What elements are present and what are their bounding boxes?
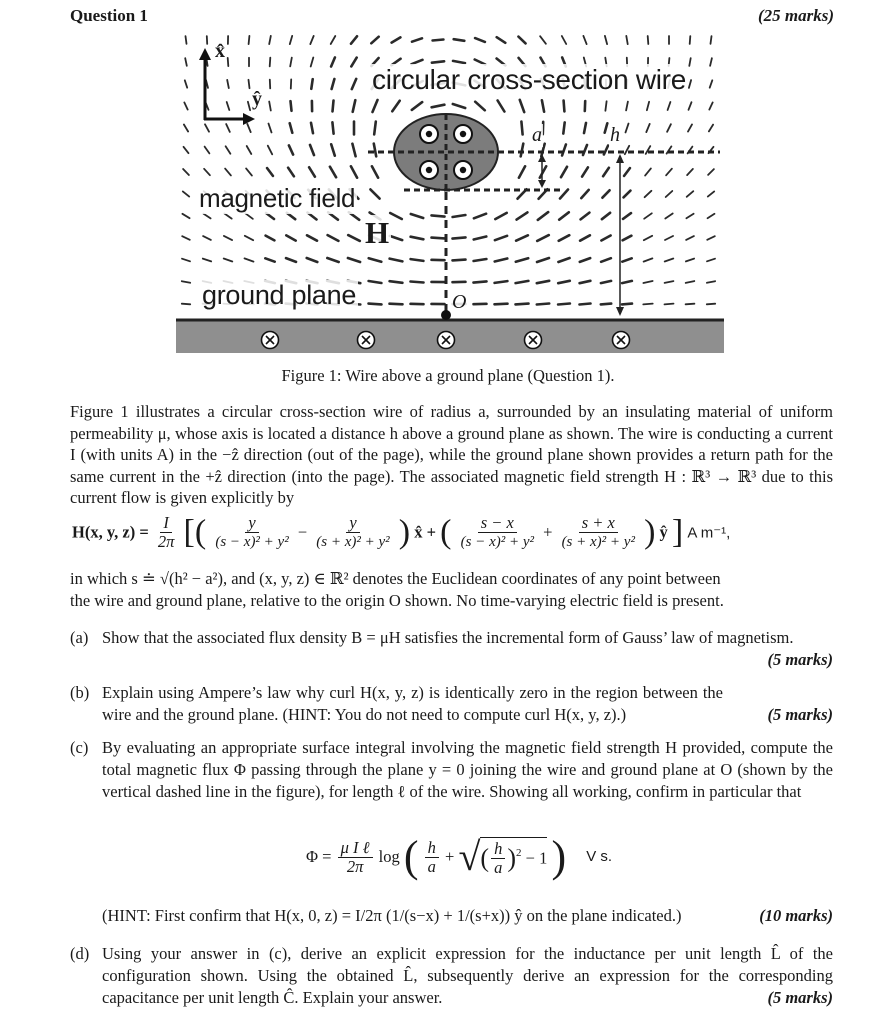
part-a-marks: (5 marks) [767, 650, 833, 669]
field-arrow [374, 122, 376, 135]
field-arrow [352, 79, 356, 89]
field-arrow [228, 58, 229, 66]
field-arrow [310, 36, 313, 44]
field-arrow [348, 258, 360, 262]
field-arrow [411, 282, 424, 283]
field-arrow [247, 146, 252, 154]
field-arrow [248, 102, 250, 110]
field-arrow [561, 167, 567, 177]
field-arrow [516, 235, 528, 240]
field-arrow [249, 80, 250, 88]
field-arrow [390, 213, 402, 219]
field-arrow [203, 214, 210, 219]
axis-x-arrow [199, 48, 211, 60]
after-equation-line-2: the wire and ground plane, relative to the origin O shown. No time-varying electric field is present. [70, 591, 724, 610]
field-arrow [689, 58, 690, 66]
field-arrow [270, 58, 271, 67]
field-arrow [688, 124, 692, 131]
part-c-hint: (HINT: First confirm that H(x, 0, z) = I/2π (1/(s−x) + 1/(s+x)) ŷ on the plane indicated.) [102, 906, 682, 925]
field-arrow [538, 212, 548, 220]
h-arrow-bottom [616, 307, 624, 316]
field-arrow [269, 102, 271, 111]
field-arrow [370, 189, 379, 198]
field-arrow [558, 258, 569, 262]
field-arrow [623, 213, 631, 219]
field-arrow [265, 258, 274, 261]
field-arrow [475, 38, 485, 42]
field-arrow [518, 37, 525, 44]
field-arrow [226, 124, 230, 132]
field-arrow [183, 169, 189, 175]
field-arrow [184, 102, 187, 109]
field-arrow [411, 214, 423, 218]
field-arrow [622, 258, 631, 261]
field-arrow [686, 259, 694, 262]
field-arrow [668, 102, 671, 110]
field-arrow [331, 36, 336, 44]
field-arrow [290, 36, 292, 44]
part-b-text: Explain using Ampere’s law why curl H(x, y, z) is identically zero in the region between the wire and the ground plane. (HINT: You do not need to compute curl H(x, y, z).) [102, 683, 723, 724]
field-arrow [267, 168, 273, 176]
field-arrow [495, 259, 508, 262]
field-arrow [290, 123, 293, 133]
field-arrow [390, 259, 403, 262]
field-arrow [602, 190, 609, 197]
field-arrow [495, 281, 508, 283]
field-arrow [605, 101, 606, 110]
field-arrow [369, 258, 382, 262]
field-arrow [709, 125, 713, 132]
magnetic-field-label: magnetic field [199, 183, 356, 213]
field-arrow [690, 36, 691, 44]
field-arrow [644, 236, 652, 240]
field-arrow [328, 235, 339, 241]
field-arrow [185, 58, 187, 66]
field-arrow [392, 37, 401, 42]
field-arrow [327, 258, 338, 262]
field-arrow [626, 36, 627, 44]
field-arrow [369, 304, 382, 305]
field-arrow [332, 79, 335, 89]
part-c-label: (c) [70, 738, 89, 757]
field-arrow [203, 259, 211, 262]
field-arrow [626, 124, 629, 133]
field-arrow [246, 168, 252, 175]
field-arrow [353, 100, 356, 112]
field-equation: H(x, y, z) = $\frac{I}{2\pi}$ [( $\frac{y}{\text{(s − x)² + y²}}$ − $\frac{y}{\text{(s + x)² + y²}}$ ) x̂ + ( $\frac{s - x}{\text{(s − x)² + y²}}$ + $\frac{s + x}{\text{(s + x)² + y²}}$ ) ŷ ] A m⁻¹, [72, 513, 731, 551]
field-arrow [474, 281, 487, 282]
field-arrow [707, 281, 715, 283]
eq-term2: $\frac{y}{\text{(s + x)² + y²}}$ [316, 513, 390, 550]
field-arrow [622, 304, 632, 305]
eq-term4: $\frac{s + x}{\text{(s + x)² + y²}}$ [561, 513, 635, 550]
radius-a-label: a [532, 124, 542, 146]
field-arrow [646, 124, 649, 132]
part-a-text: Show that the associated flux density B = μH satisfies the incremental form of Gauss’ law of magnetism. [102, 628, 794, 647]
field-arrow [521, 122, 522, 135]
out-of-page-dot [460, 131, 466, 137]
question-total-marks: (25 marks) [757, 6, 834, 25]
field-arrow [562, 145, 566, 156]
field-arrow [708, 214, 715, 218]
field-arrow [623, 236, 632, 241]
out-of-page-dot [426, 167, 432, 173]
field-arrow [224, 213, 231, 218]
part-d [70, 943, 833, 1013]
field-arrow [369, 281, 382, 283]
part-d-marks: (5 marks) [767, 988, 833, 1007]
figure [0, 0, 896, 370]
field-arrow [495, 236, 507, 240]
field-arrow [519, 166, 525, 177]
part-c-text: By evaluating an appropriate surface integral involving the magnetic field strength H provided, compute the total magnetic flux Φ passing through the plane y = 0 joining the wire and ground plane at O (shown by the vertical dashed line in the figure), for length ℓ of the wire. Showing all working, confirm in particular that [102, 738, 833, 801]
field-arrow [311, 123, 313, 133]
field-arrow [537, 281, 549, 283]
field-arrow [605, 123, 608, 132]
field-arrow [516, 258, 528, 262]
field-arrow [453, 104, 465, 108]
intro-paragraph: Figure 1 illustrates a circular cross-section wire of radius a, surrounded by an insulating material of uniform permeability μ, whose axis is located a distance h above a ground plane as shown. The wire is conducting a current I (with units A) in the −ẑ direction (out of the page), while the ground plane shown provides a return path for the same current in the +ẑ direction (into the page). The associated magnetic field strength H : ℝ³ → ℝ³ due to this current flow is given explicitly by [70, 402, 833, 507]
field-arrow [707, 304, 715, 305]
field-arrow [182, 281, 190, 283]
field-arrow [709, 102, 712, 109]
field-arrow [204, 169, 210, 175]
field-arrow [311, 79, 312, 89]
field-arrow [584, 123, 586, 133]
field-arrow [581, 213, 590, 220]
figure-caption: Figure 1: Wire above a ground plane (Question 1). [281, 366, 615, 385]
field-arrow [330, 167, 336, 178]
wire-label: circular cross-section wire [372, 64, 686, 95]
question-title: Question 1 [70, 6, 148, 25]
field-arrow [351, 36, 357, 43]
field-arrow [286, 258, 296, 262]
field-arrow [311, 58, 314, 67]
field-arrow [710, 58, 712, 66]
field-arrow [286, 235, 295, 240]
field-arrow [432, 238, 445, 239]
field-arrow [373, 100, 378, 112]
field-arrow [603, 168, 609, 176]
field-arrow [288, 168, 294, 177]
field-arrow [412, 102, 422, 110]
field-arrow [183, 191, 189, 196]
field-arrow [624, 168, 630, 176]
field-arrow [390, 236, 402, 240]
field-arrow [184, 125, 188, 132]
after-equation-line-1: in which s ≐ √(h² − a²), and (x, y, z) ∈ ℝ² denotes the Euclidean coordinates of any point between [70, 569, 721, 588]
field-arrow [708, 169, 714, 175]
field-arrow [498, 101, 505, 112]
field-arrow [687, 169, 693, 175]
axis-y-label: ŷ [252, 88, 262, 110]
eq-term3: $\frac{s - x}{\text{(s − x)² + y²}}$ [460, 513, 534, 550]
field-arrow [351, 166, 357, 177]
eq-units: A m⁻¹, [687, 524, 731, 542]
field-arrow [564, 101, 565, 112]
field-arrow [580, 304, 591, 305]
field-arrow [581, 190, 588, 198]
field-arrow [351, 58, 356, 67]
field-arrow [331, 144, 335, 155]
field-arrow [332, 122, 333, 133]
field-arrow [224, 236, 232, 240]
field-arrow [453, 61, 465, 63]
field-arrow [602, 213, 610, 219]
field-arrow [542, 100, 544, 111]
part-a [70, 627, 833, 671]
field-arrow [269, 124, 272, 133]
field-arrow [601, 258, 611, 262]
field-arrow [665, 259, 674, 262]
field-arrow [266, 236, 275, 241]
field-arrow [707, 259, 715, 262]
field-arrow [432, 215, 445, 216]
origin-label: O [452, 291, 467, 313]
field-symbol-label: H [365, 215, 390, 250]
field-arrow [647, 102, 649, 110]
field-arrow [665, 236, 673, 240]
part-c-marks: (10 marks) [759, 906, 833, 925]
field-arrow [374, 144, 376, 157]
field-arrow [245, 213, 253, 219]
field-arrow [310, 145, 314, 155]
field-arrow [643, 304, 652, 305]
field-arrow [624, 191, 631, 198]
eq-lhs: H(x, y, z) = [72, 522, 149, 542]
field-arrow [667, 124, 671, 132]
field-arrow [516, 304, 529, 305]
field-arrow [540, 36, 546, 44]
field-arrow [371, 37, 378, 44]
field-arrow [290, 58, 292, 67]
origin-dot [441, 310, 451, 320]
field-arrow [411, 259, 424, 261]
field-arrow [604, 146, 608, 155]
field-arrow [516, 281, 529, 283]
field-arrow [645, 191, 652, 197]
field-arrow [182, 236, 190, 240]
field-arrow [390, 281, 403, 283]
field-arrow [182, 304, 190, 305]
part-a-label: (a) [70, 628, 89, 647]
out-of-page-dot [460, 167, 466, 173]
field-arrow [686, 281, 695, 283]
field-arrow [475, 102, 485, 111]
part-c [70, 737, 833, 925]
field-arrow [495, 304, 508, 305]
field-arrow [309, 167, 315, 176]
field-arrow [474, 259, 487, 261]
field-arrow [247, 124, 250, 132]
part-d-text: Using your answer in (c), derive an explicit expression for the inductance per unit length L̂ of the configuration shown. Using the obtained L̂, subsequently derive an expression for the corresponding capacitance per unit length Ĉ. Explain your answer. [102, 944, 833, 1007]
part-b [70, 682, 833, 726]
field-arrow [412, 38, 422, 41]
field-arrow [184, 147, 189, 153]
field-arrow [665, 304, 674, 305]
field-arrow [291, 101, 292, 111]
field-arrow [563, 122, 564, 133]
field-arrow [537, 258, 549, 262]
ground-plane-label: ground plane [202, 280, 357, 310]
field-arrow [601, 304, 611, 305]
field-arrow [352, 144, 355, 157]
a-arrow-bottom [538, 180, 546, 188]
field-arrow [227, 80, 229, 88]
field-arrow [495, 213, 506, 219]
field-arrow [289, 145, 293, 154]
height-h-label: h [610, 124, 620, 146]
field-arrow [601, 281, 611, 283]
part-b-marks: (5 marks) [767, 705, 833, 724]
axis-y-arrow [243, 113, 255, 125]
field-arrow [665, 214, 672, 219]
field-arrow [686, 304, 695, 305]
field-arrow [392, 101, 399, 112]
field-arrow [707, 236, 715, 240]
field-arrow [666, 169, 672, 176]
field-arrow [626, 102, 628, 111]
field-arrow [689, 102, 692, 110]
field-arrow [224, 259, 233, 262]
field-arrow [601, 236, 610, 241]
field-arrow [249, 36, 250, 44]
field-arrow [203, 236, 211, 240]
field-arrow [605, 36, 607, 44]
field-arrow [686, 236, 694, 240]
field-arrow [205, 124, 209, 131]
flux-equation: Φ = $\frac{\text{μ I ℓ}}{2\pi}$ log ( $\frac{h}{a}$ + √( $\frac{h}{a}$ )$^2$ − 1 ) V s. [306, 832, 613, 881]
field-arrow [331, 58, 335, 67]
field-arrow [580, 281, 591, 283]
field-arrow [687, 191, 694, 197]
field-arrow [432, 105, 445, 108]
field-arrow [245, 258, 254, 261]
field-arrow [580, 258, 590, 262]
field-arrow [665, 281, 674, 283]
field-arrow [644, 258, 653, 261]
field-arrow [453, 215, 466, 217]
field-arrow [559, 212, 569, 219]
field-arrow [454, 39, 465, 41]
field-arrow [227, 102, 230, 110]
field-arrow [708, 191, 714, 196]
field-arrow [453, 237, 466, 238]
field-arrow [562, 36, 566, 44]
field-arrow [521, 144, 524, 157]
eq-term1: $\frac{y}{\text{(s − x)² + y²}}$ [215, 513, 289, 550]
field-arrow [186, 36, 187, 44]
field-arrow [245, 236, 253, 240]
field-arrow [268, 146, 272, 155]
part-d-label: (d) [70, 944, 90, 963]
field-arrow [537, 304, 549, 305]
eq-coef: $\frac{I}{2\pi}$ [157, 513, 175, 551]
field-arrow [645, 168, 651, 175]
field-arrow [474, 214, 486, 219]
field-arrow [433, 40, 444, 41]
field-arrow [644, 213, 652, 218]
figure-canvas [0, 0, 896, 370]
field-arrow [372, 166, 378, 177]
field-arrow [182, 259, 190, 262]
field-arrow [648, 36, 649, 44]
field-arrow [333, 101, 334, 112]
field-arrow [453, 260, 466, 261]
field-arrow [225, 169, 231, 176]
field-arrow [205, 147, 210, 154]
field-arrow [558, 304, 570, 305]
field-arrow [497, 37, 506, 43]
field-arrow [520, 100, 524, 112]
field-arrow [558, 281, 570, 283]
field-arrow [559, 235, 570, 241]
field-arrow [583, 36, 586, 44]
field-arrow [666, 191, 673, 197]
field-arrow [582, 167, 588, 176]
field-arrow [710, 80, 713, 87]
field-arrow [182, 214, 189, 218]
field-arrow [348, 235, 360, 241]
field-arrow [185, 80, 187, 87]
field-arrow [537, 235, 549, 241]
field-arrow [540, 166, 546, 177]
field-arrow [517, 212, 528, 219]
h-arrow-top [616, 154, 624, 163]
out-of-page-dot [426, 131, 432, 137]
field-arrow [269, 36, 271, 44]
a-arrow-top [538, 154, 546, 162]
field-arrow [307, 258, 318, 262]
axis-x-label: x̂ [215, 40, 225, 62]
field-arrow [390, 304, 403, 305]
field-arrow [689, 80, 691, 88]
field-arrow [411, 237, 424, 240]
field-arrow [580, 235, 590, 240]
field-arrow [307, 235, 317, 240]
field-arrow [686, 214, 693, 219]
field-arrow [622, 281, 632, 283]
field-arrow [474, 237, 487, 240]
part-b-label: (b) [70, 683, 90, 702]
field-arrow [711, 36, 712, 44]
field-arrow [560, 190, 568, 199]
field-arrow [226, 146, 231, 153]
field-arrow [643, 281, 652, 283]
field-arrow [432, 61, 444, 62]
